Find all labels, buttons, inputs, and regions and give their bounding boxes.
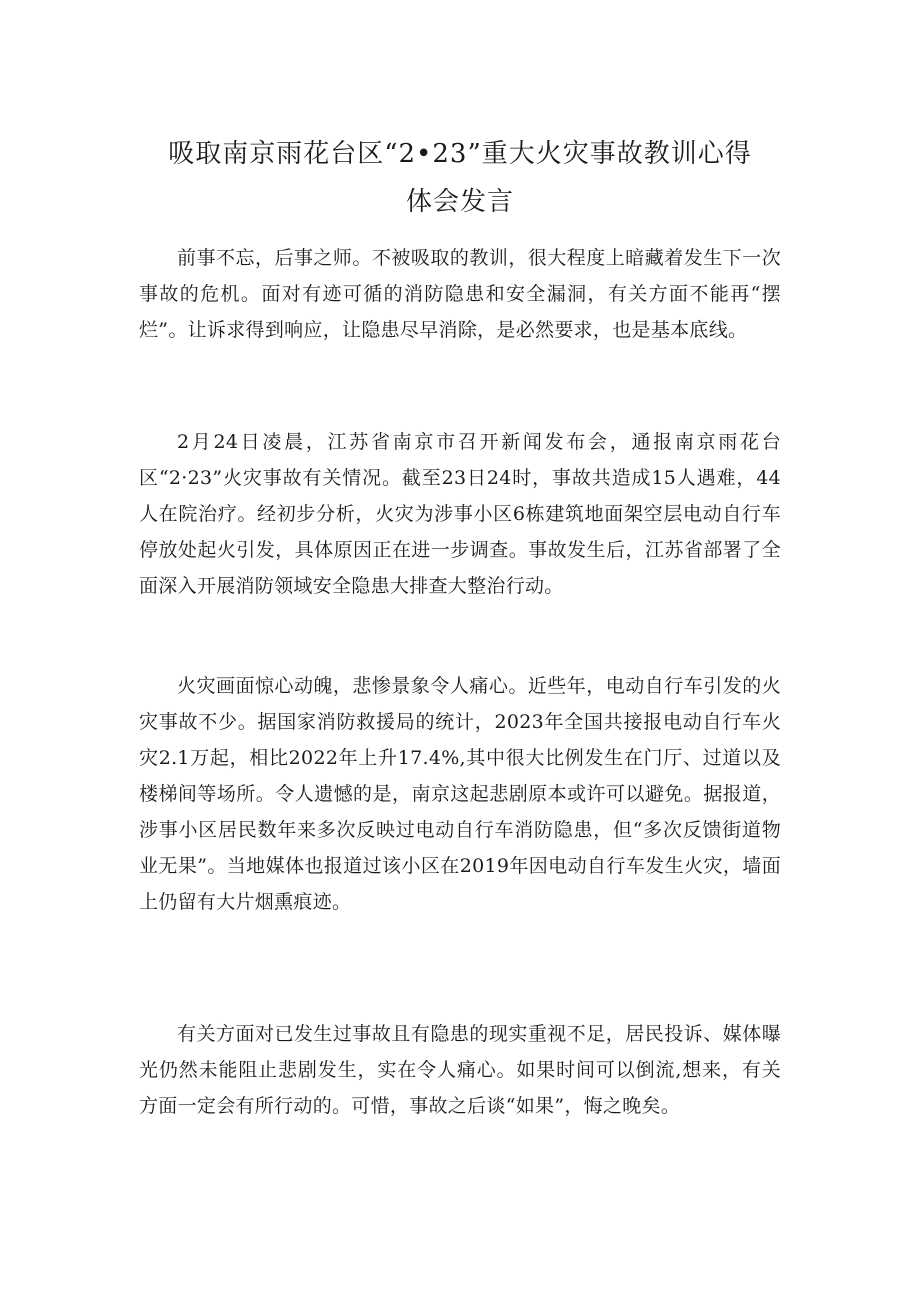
paragraph-3: 火灾画面惊心动魄，悲惨景象令人痛心。近些年，电动自行车引发的火灾事故不少。据国家消防救援局的统计，2023年全国共接报电动自行车火灾2.1万起，相比2022年上升17.4%,其中很大比例发生在门厅、过道以及楼梯间等场所。令人遗憾的是，南京这起悲剧原本或许可以避免。据报道，涉事小区居民数年来多次反映过电动自行车消防隐患，但“多次反馈街道物业无果”。当地媒体也报道过该小区在2019年因电动自行车发生火灾，墙面上仍留有大片烟熏痕迹。 [139,675,781,913]
paragraph-4: 有关方面对已发生过事故且有隐患的现实重视不足，居民投诉、媒体曝光仍然未能阻止悲剧发生，实在令人痛心。如果时间可以倒流,想来，有关方面一定会有所行动的。可惜，事故之后谈“如果”，悔之晚矣。 [139,1023,781,1117]
document-title-line-2: 体会发言 [405,187,514,217]
paragraph-1: 前事不忘，后事之师。不被吸取的教训，很大程度上暗藏着发生下一次事故的危机。面对有迹可循的消防隐患和安全漏洞，有关方面不能再“摆烂”。让诉求得到响应，让隐患尽早消除，是必然要求，也是基本底线。 [139,247,781,341]
paragraph-2: 2月24日凌晨，江苏省南京市召开新闻发布会，通报南京雨花台区“2·23”火灾事故有关情况。截至23日24时，事故共造成15人遇难，44人在院治疗。经初步分析，火灾为涉事小区6栋建筑地面架空层电动自行车停放处起火引发，具体原因正在进一步调查。事故发生后，江苏省部署了全面深入开展消防领域安全隐患大排查大整治行动。 [139,431,781,597]
document-title-line-1: 吸取南京雨花台区“2•23”重大火灾事故教训心得 [168,139,752,169]
